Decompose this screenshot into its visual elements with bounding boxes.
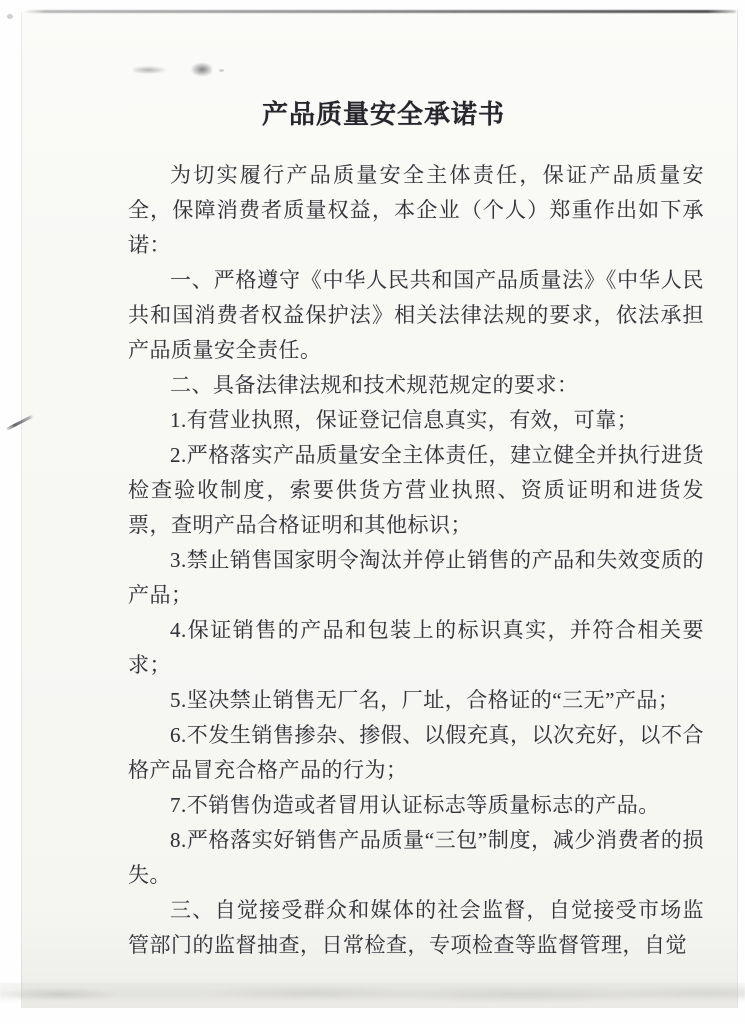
clause-two-item-8: 8.严格落实好销售产品质量“三包”制度，减少消费者的损失。 <box>128 828 704 887</box>
document-body <box>128 158 704 963</box>
clause-two-item-4: 4.保证销售的产品和包装上的标识真实，并符合相关要求； <box>128 618 704 677</box>
clause-two-item-5: 5.坚决禁止销售无厂名，厂址，合格证的“三无”产品； <box>170 688 680 712</box>
clause-two-item-2: 2.严格落实产品质量安全主体责任，建立健全并执行进货检查验收制度，索要供货方营业执照、资质证明和进货发票，查明产品合格证明和其他标识； <box>128 443 704 537</box>
clause-two-item-3: 3.禁止销售国家明令淘汰并停止销售的产品和失效变质的产品； <box>128 548 704 607</box>
document-title: 产品质量安全承诺书 <box>261 100 505 130</box>
clause-two-item-7: 7.不销售伪造或者冒用认证标志等质量标志的产品。 <box>170 793 660 817</box>
ink-speck <box>7 14 13 19</box>
clause-two: 二、具备法律法规和技术规范规定的要求： <box>170 373 579 397</box>
clause-one: 一、严格遵守《中华人民共和国产品质量法》《中华人民共和国消费者权益保护法》相关法律法规的要求，依法承担产品质量安全责任。 <box>128 268 704 362</box>
intro-paragraph: 为切实履行产品质量安全主体责任，保证产品质量安全，保障消费者质量权益，本企业（个人）郑重作出如下承诺： <box>128 163 704 257</box>
scan-right-edge-line <box>737 10 738 1008</box>
scan-bottom-shadow <box>0 983 745 1008</box>
ink-smudge <box>133 66 167 74</box>
clause-two-item-1: 1.有营业执照，保证登记信息真实，有效，可靠； <box>170 408 639 432</box>
ink-smudge <box>190 62 212 77</box>
scan-top-edge-line <box>24 10 736 13</box>
clause-three: 三、自觉接受群众和媒体的社会监督，自觉接受市场监管部门的监督抽查，日常检查，专项检查等监督管理，自觉 <box>128 898 704 957</box>
scan-left-edge-line <box>21 12 22 1000</box>
ink-speck <box>219 69 224 72</box>
clause-two-item-6: 6.不发生销售掺杂、掺假、以假充真，以次充好，以不合格产品冒充合格产品的行为； <box>128 723 704 782</box>
